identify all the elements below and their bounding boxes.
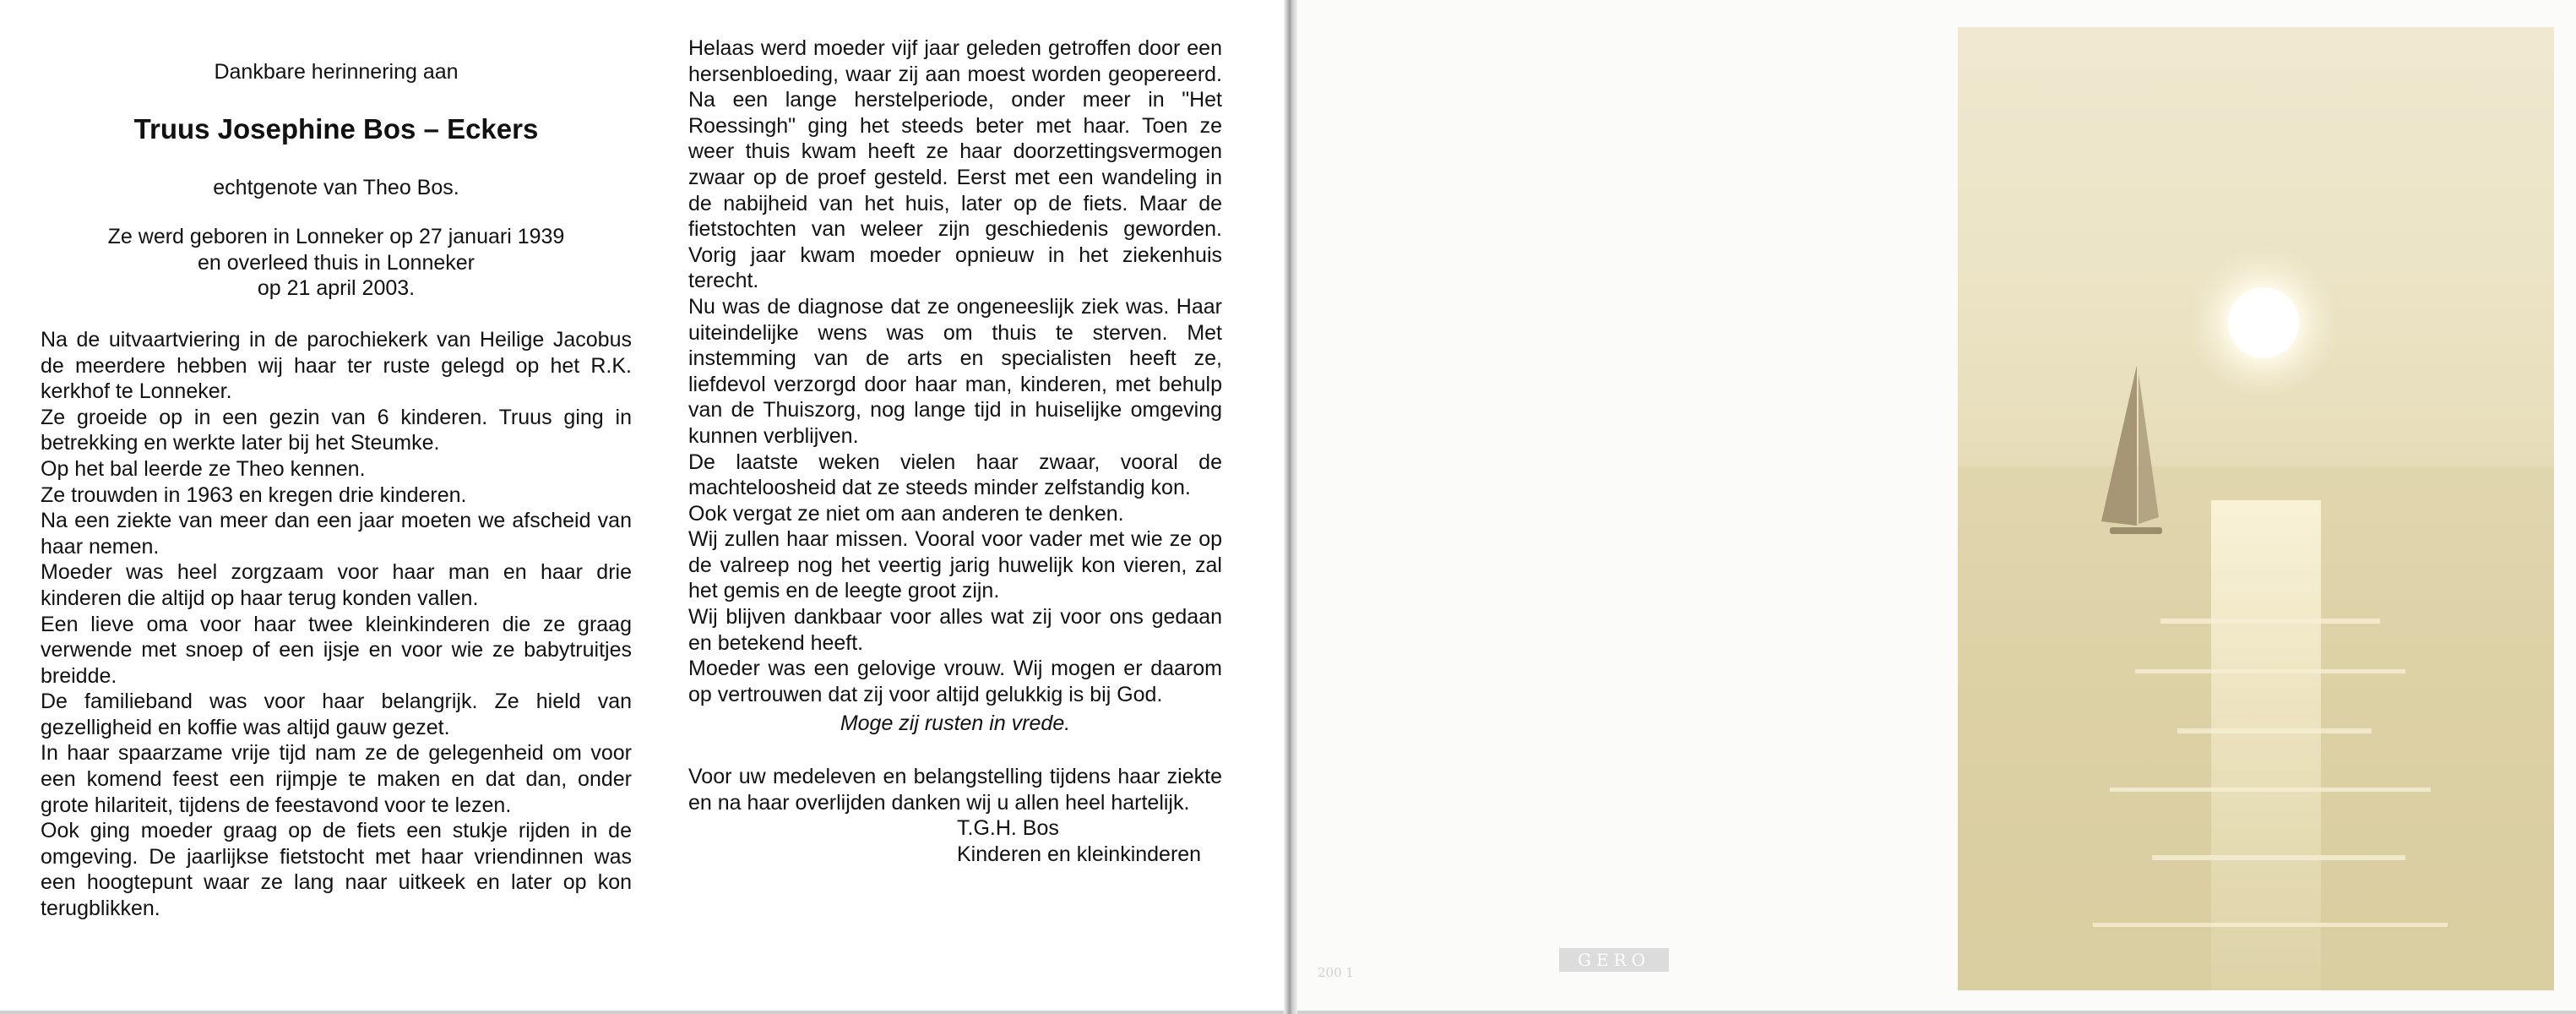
- paragraph: Ook ging moeder graag op de fiets een stukje rijden in de omgeving. De jaarlijkse fietstocht met haar vriendinnen was een hoogtepunt waar ze lang naar uitkeek en later op kon terugblikken.: [41, 819, 632, 921]
- spouse-line: echtgenote van Theo Bos.: [213, 175, 459, 199]
- death-place-line: en overleed thuis in Lonneker: [197, 250, 475, 275]
- right-column: [688, 35, 1222, 867]
- paragraph: Op het bal leerde ze Theo kennen.: [41, 456, 366, 481]
- paragraph: Ze groeide op in een gezin van 6 kinderen. Truus ging in betrekking en werkte later bij het Steumke.: [41, 405, 632, 455]
- printer-logo: GERO: [1559, 948, 1669, 972]
- paragraph: De laatste weken vielen haar zwaar, vooral de machteloosheid dat ze steeds minder zelfstandig kon.: [688, 450, 1222, 500]
- signature-block: [957, 815, 1222, 867]
- paragraph: In haar spaarzame vrije tijd nam ze de gelegenheid om voor een komend feest een rijmpje te maken en dat dan, onder grote hilariteit, tijdens de feestavond voor te lezen.: [41, 741, 632, 817]
- paragraph: Helaas werd moeder vijf jaar geleden getroffen door een hersenbloeding, waar zij aan moest worden geopereerd. Na een lange herstelperiode, onder meer in "Het Roessingh" ging het steeds beter met haar. Toen ze weer thuis kwam heeft ze haar doorzettingsvermogen zwaar op de proef gesteld. Eerst met een wandeling in de nabijheid van het huis, later op de fiets. Maar de fietstochten van weleer zijn geschiedenis geworden. Vorig jaar kwam moeder opnieuw in het ziekenhuis terecht.: [688, 36, 1222, 293]
- sailboat-icon: [2101, 365, 2162, 534]
- paragraph: Na een ziekte van meer dan een jaar moeten we afscheid van haar nemen.: [41, 509, 632, 559]
- paragraph: De familieband was voor haar belangrijk. Ze hield van gezelligheid en koffie was altijd gauw gezet.: [41, 690, 632, 739]
- paragraph: Moeder was een gelovige vrouw. Wij mogen er daarom op vertrouwen dat zij voor altijd gelukkig is bij God.: [688, 657, 1222, 706]
- paragraph: Wij zullen haar missen. Vooral voor vader met wie ze op de valreep nog het veertig jarig huwelijk kon vieren, zal het gemis en de leegte groot zijn.: [688, 527, 1222, 603]
- paragraph: Nu was de diagnose dat ze ongeneeslijk ziek was. Haar uiteindelijke wens was om thuis te sterven. Met instemming van de arts en specialisten heeft ze, liefdevol verzorgd door haar man, kinderen, met behulp van de Thuiszorg, nog lange tijd in huiselijke omgeving kunnen verblijven.: [688, 294, 1222, 448]
- signature-family: Kinderen en kleinkinderen: [957, 842, 1202, 866]
- paragraph: Ook vergat ze niet om aan anderen te denken.: [688, 501, 1124, 526]
- paragraph: Ze trouwden in 1963 en kregen drie kinderen.: [41, 482, 467, 507]
- thanks-paragraph: Voor uw medeleven en belangstelling tijdens haar ziekte en na haar overlijden danken wij u allen heel hartelijk.: [688, 765, 1222, 815]
- paragraph: Een lieve oma voor haar twee kleinkinderen die ze graag verwende met snoep of een ijsje en voor wie ze babytruitjes breidde.: [41, 612, 632, 688]
- paragraph: Moeder was heel zorgzaam voor haar man en haar drie kinderen die altijd op haar terug konden vallen.: [41, 560, 632, 610]
- birth-death-dates: [41, 224, 632, 302]
- sailboat-sunset-photo: [1958, 27, 2554, 990]
- deceased-name: Truus Josephine Bos – Eckers: [133, 112, 539, 144]
- left-column: [41, 59, 632, 922]
- print-code: 200 1: [1318, 965, 1354, 980]
- biography-left: [41, 327, 632, 922]
- card-fold: [1284, 0, 1297, 1014]
- sunset-icon: [1958, 27, 2554, 990]
- signature-name: T.G.H. Bos: [957, 816, 1059, 841]
- birth-line: Ze werd geboren in Lonneker op 27 januari 1939: [107, 225, 565, 249]
- paragraph: Wij blijven dankbaar voor alles wat zij voor ons gedaan en betekend heeft.: [688, 605, 1222, 655]
- intro-line: Dankbare herinnering aan: [214, 60, 459, 84]
- motto: Moge zij rusten in vrede.: [840, 711, 1071, 736]
- paragraph: Na de uitvaartviering in de parochiekerk van Heilige Jacobus de meerdere hebben wij haar ter ruste gelegd op het R.K. kerkhof te Lonneker.: [41, 327, 632, 404]
- death-date-line: op 21 april 2003.: [257, 276, 416, 301]
